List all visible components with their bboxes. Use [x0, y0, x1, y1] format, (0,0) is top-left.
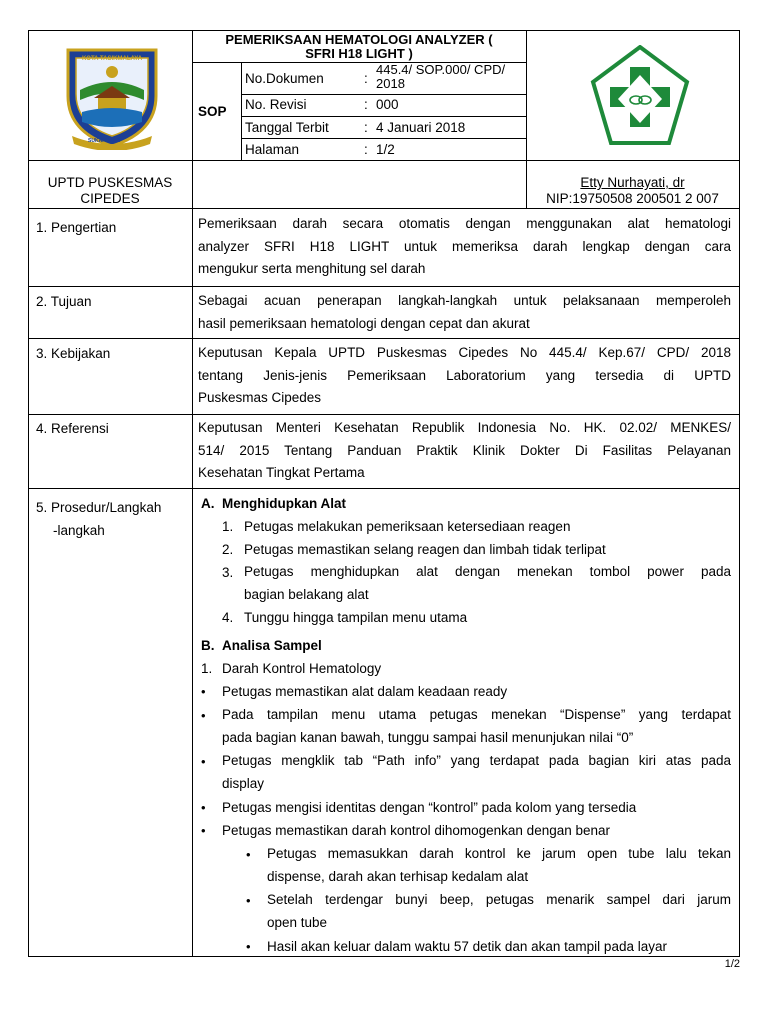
field-value-tanggal-terbit: 4 Januari 2018 — [376, 120, 466, 135]
text-line: Pemeriksaan darah secara otomatis dengan menggunakan alat hematologi — [198, 216, 731, 231]
text-line: Puskesmas Cipedes — [198, 390, 322, 405]
table-border-top — [28, 30, 740, 31]
part-a-title: Menghidupkan Alat — [222, 496, 346, 511]
text-line: Petugas memasukkan darah kontrol ke jarum open tube lalu tekan — [267, 846, 731, 861]
step-number: 2. — [222, 542, 234, 557]
text-line: Pada tampilan menu utama petugas menekan “Dispense” yang terdapat — [222, 707, 731, 722]
sub-bullet-text-multiline — [267, 843, 731, 888]
row-line-2 — [28, 208, 740, 209]
bullet-text-multiline — [222, 750, 731, 795]
table-border-bottom — [28, 956, 740, 957]
field-label-halaman: Halaman — [245, 142, 300, 157]
text-line: open tube — [267, 914, 328, 930]
field-sep: : — [364, 97, 368, 112]
title-line-1: PEMERIKSAAN HEMATOLOGI ANALYZER ( — [225, 32, 493, 47]
text-line: Kesehatan Tingkat Pertama — [198, 465, 365, 480]
bullet-text: Petugas memastikan alat dalam keadaan ready — [222, 684, 508, 699]
text-line: Setelah terdengar bunyi beep, petugas menarik sampel dari jarum — [267, 892, 731, 907]
bullet-icon: • — [201, 708, 206, 723]
sub-bullet-icon: • — [246, 847, 251, 862]
step-text: Petugas memastikan selang reagen dan limbah tidak terlipat — [244, 542, 606, 557]
step-number: 4. — [222, 610, 234, 625]
sop-divider — [241, 62, 242, 160]
text-line: Petugas mengklik tab “Path info” yang terdapat pada bagian kiri atas pada — [222, 753, 731, 768]
row-line-5 — [28, 414, 740, 415]
text-line: 514/ 2015 Tentang Panduan Praktik Klinik Dokter Di Fasilitas Pelayanan — [198, 442, 731, 458]
section-body-referensi — [198, 417, 731, 485]
step-text-multiline — [244, 561, 731, 606]
field-line-2 — [241, 116, 526, 117]
field-value-halaman: 1/2 — [376, 142, 395, 157]
step-number: 3. — [222, 565, 234, 580]
section-label-pengertian: 1. Pengertian — [36, 220, 117, 235]
section-body-kebijakan — [198, 342, 731, 410]
field-line-1 — [241, 94, 526, 95]
bullet-text: Petugas memastikan darah kontrol dihomogenkan dengan benar — [222, 823, 611, 838]
field-value-no-dokumen — [376, 63, 505, 91]
sub-bullet-icon: • — [246, 939, 251, 954]
part-b-marker: B. — [201, 638, 215, 653]
table-border-right — [739, 30, 740, 957]
row-line-6 — [28, 488, 740, 489]
sop-label: SOP — [198, 104, 227, 119]
signer-nip: NIP:19750508 200501 2 007 — [546, 191, 719, 206]
text-line: pada bagian kanan bawah, tunggu sampai hasil menunjukan nilai “0” — [222, 729, 634, 745]
bullet-text-multiline — [222, 704, 731, 749]
no-dokumen-line-2: 2018 — [376, 76, 405, 91]
sub-number: 1. — [201, 661, 213, 676]
section-label-prosedur — [36, 496, 161, 542]
text-line: tentang Jenis-jenis Pemeriksaan Laboratorium yang tersedia di UPTD — [198, 367, 731, 383]
emblem-caption-bottom: SUKAPURNA — [88, 138, 120, 144]
org-name-line-1: UPTD PUSKESMAS — [47, 175, 173, 190]
section-label-tujuan: 2. Tujuan — [36, 294, 92, 309]
bullet-text: Petugas mengisi identitas dengan “kontrol” pada kolom yang tersedia — [222, 800, 637, 815]
field-line-3 — [241, 138, 526, 139]
text-line: display — [222, 775, 265, 791]
sub-bullet-icon: • — [246, 893, 251, 908]
step-number: 1. — [222, 519, 234, 534]
label-column-divider — [192, 160, 193, 957]
section-label-referensi: 4. Referensi — [36, 421, 109, 436]
sub-bullet-text-multiline — [267, 889, 731, 934]
table-border-left — [28, 30, 29, 957]
text-line: analyzer SFRI H18 LIGHT untuk memeriksa darah lengkap dengan cara — [198, 238, 731, 254]
row-line-3 — [28, 286, 740, 287]
section-body-pengertian — [198, 213, 731, 281]
text-line: bagian belakang alat — [244, 586, 369, 602]
text-line: Petugas menghidupkan alat dengan menekan tombol power pada — [244, 564, 731, 579]
field-sep: : — [364, 142, 368, 157]
field-label-no-revisi: No. Revisi — [245, 97, 307, 112]
part-a-marker: A. — [201, 496, 215, 511]
prosedur-label-line-1: 5. Prosedur/Langkah — [36, 500, 162, 515]
text-line: mengukur serta menghitung sel darah — [198, 261, 426, 276]
field-sep: : — [364, 120, 368, 135]
puskesmas-logo — [590, 45, 690, 147]
section-body-tujuan — [198, 290, 731, 335]
field-value-no-revisi: 000 — [376, 97, 399, 112]
step-text: Petugas melakukan pemeriksaan ketersediaan reagen — [244, 519, 571, 534]
field-label-no-dokumen: No.Dokumen — [245, 71, 324, 86]
title-line-2: SFRI H18 LIGHT ) — [305, 46, 413, 61]
sub-title: Darah Kontrol Hematology — [222, 661, 382, 676]
bullet-icon: • — [201, 754, 206, 769]
step-text: Tunggu hingga tampilan menu utama — [244, 610, 468, 625]
section-label-kebijakan: 3. Kebijakan — [36, 346, 111, 361]
part-b-title: Analisa Sampel — [222, 638, 322, 653]
signer-block — [526, 175, 739, 207]
text-line: dispense, darah akan terhisap kedalam alat — [267, 868, 529, 884]
org-name-line-2: CIPEDES — [80, 191, 140, 206]
no-dokumen-line-1: 445.4/ SOP.000/ CPD/ — [376, 62, 506, 77]
signer-name: Etty Nurhayati, dr — [580, 175, 685, 190]
emblem-caption-top: KOTA TASIKMALAYA — [81, 56, 143, 62]
field-label-tanggal-terbit: Tanggal Terbit — [245, 120, 329, 135]
row-line-4 — [28, 338, 740, 339]
bullet-icon: • — [201, 823, 206, 838]
org-name — [28, 175, 192, 207]
document-title — [192, 33, 526, 61]
bullet-icon: • — [201, 800, 206, 815]
header-divider-right — [526, 30, 527, 160]
text-line: Keputusan Kepala UPTD Puskesmas Cipedes No 445.4/ Kep.67/ CPD/ 2018 — [198, 345, 731, 360]
page-number: 1/2 — [724, 958, 740, 970]
bullet-icon: • — [201, 684, 206, 699]
text-line: Sebagai acuan penerapan langkah-langkah untuk pelaksanaan memperoleh — [198, 293, 731, 308]
field-sep: : — [364, 71, 368, 86]
row-line-1 — [28, 160, 740, 161]
prosedur-label-line-2: -langkah — [53, 523, 105, 538]
sub-bullet-text: Hasil akan keluar dalam waktu 57 detik dan akan tampil pada layar — [267, 939, 667, 954]
text-line: hasil pemeriksaan hematologi dengan cepat dan akurat — [198, 315, 530, 331]
text-line: Keputusan Menteri Kesehatan Republik Indonesia No. HK. 02.02/ MENKES/ — [198, 420, 731, 435]
